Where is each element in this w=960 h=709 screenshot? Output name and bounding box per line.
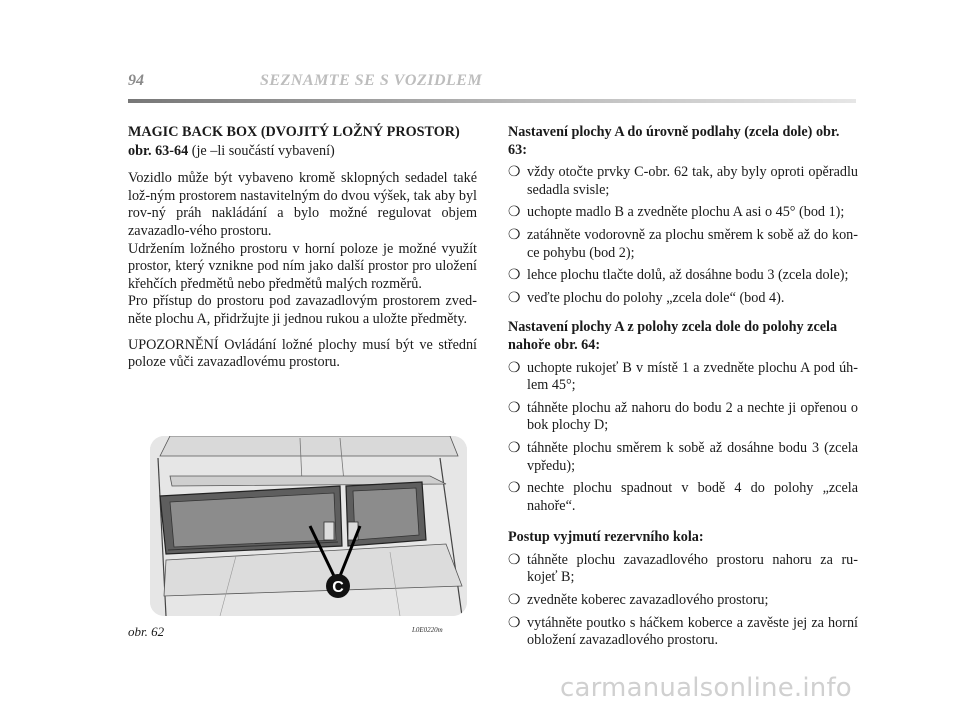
list-item: ❍ vždy otočte prvky C-obr. 62 tak, aby byly oproti opěradlu sedadla svisle; [508, 164, 858, 198]
list-item: ❍ táhněte plochu až nahoru do bodu 2 a nechte ji opřenou o bok plochy D; [508, 399, 858, 434]
list-item: ❍ nechte plochu spadnout v bodě 4 do polohy „zcela nahoře“. [508, 480, 858, 514]
left-column [128, 124, 477, 372]
paragraph: Udržením ložného prostoru v horní poloze je možné využít prostor, který vznikne pod ním jako další prostor pro uložení křehčích předmětů nebo předmětů malých rozměrů. [128, 240, 477, 292]
chapter-title: SEZNAMTE SE S VOZIDLEM [260, 72, 483, 89]
instruction-list [508, 360, 858, 516]
section-heading: Postup vyjmutí rezervního kola: [508, 529, 704, 546]
figure-reference: obr. 63-64 [128, 142, 189, 159]
bullet-icon: ❍ [508, 439, 521, 456]
bullet-icon: ❍ [508, 289, 521, 306]
section-subtitle [128, 143, 477, 161]
seat-back-left [160, 486, 342, 554]
bullet-icon: ❍ [508, 164, 521, 181]
bullet-icon: ❍ [508, 226, 521, 243]
warning-label: UPOZORNĚNÍ [128, 336, 219, 353]
right-column [508, 124, 858, 655]
bullet-icon: ❍ [508, 204, 521, 221]
header-rule [128, 99, 856, 103]
section-heading: Nastavení plochy A do úrovně podlahy (zcela dole) obr. 63: [508, 124, 840, 158]
list-item: ❍ zatáhněte vodorovně za plochu směrem k sobě až do kon-ce pohybu (bod 2); [508, 226, 858, 261]
list-item: ❍ táhněte plochu zavazadlového prostoru nahoru za ru-kojeť B; [508, 551, 858, 586]
c-element-left [324, 522, 334, 540]
paragraph: Vozidlo může být vybaveno kromě sklopných sedadel také lož-ným prostorem nastavitelným do dvou výšek, tak aby byl rov-ný práh nakládání a bylo možné regulovat objem zavazadlo-vého prostoru. [128, 170, 477, 239]
bullet-icon: ❍ [508, 399, 521, 416]
list-item: ❍ veďte plochu do polohy „zcela dole“ (bod 4). [508, 289, 785, 306]
section-spare-wheel [508, 529, 858, 650]
warning-note [128, 337, 477, 372]
list-item: ❍ lehce plochu tlačte dolů, až dosáhne bodu 3 (zcela dole); [508, 267, 849, 284]
section-adjust-down [508, 124, 858, 307]
figure-62 [150, 436, 467, 616]
bullet-icon: ❍ [508, 614, 521, 631]
section-title: MAGIC BACK BOX (DVOJITÝ LOŽNÝ PROSTOR) [128, 124, 460, 140]
bullet-icon: ❍ [508, 551, 521, 568]
list-item: ❍ vytáhněte poutko s háčkem koberce a zavěste jej za horní obložení zavazadlového prostoru. [508, 614, 858, 649]
paragraph: Pro přístup do prostoru pod zavazadlovým prostorem zved-něte plochu A, přidržujte ji jednou rukou a uložte předměty. [128, 293, 477, 327]
figure-code: L0E0220m [412, 626, 443, 634]
bullet-icon: ❍ [508, 359, 521, 376]
bullet-icon: ❍ [508, 592, 521, 609]
instruction-list [508, 552, 858, 650]
watermark: carmanualsonline.info [560, 673, 852, 703]
instruction-list [508, 164, 858, 307]
section-adjust-up [508, 319, 858, 515]
page-number: 94 [128, 72, 144, 89]
list-item: ❍ uchopte rukojeť B v místě 1 a zvedněte plochu A pod úh-lem 45°; [508, 359, 858, 394]
label-c: C [332, 579, 344, 596]
list-item: ❍ táhněte plochu směrem k sobě až dosáhne bodu 3 (zcela vpředu); [508, 439, 858, 474]
trunk-illustration [150, 436, 467, 616]
list-item: ❍ uchopte madlo B a zvedněte plochu A asi o 45° (bod 1); [508, 204, 845, 221]
subtitle-note: (je –li součástí vybavení) [188, 142, 335, 159]
bullet-icon: ❍ [508, 267, 521, 284]
bullet-icon: ❍ [508, 480, 521, 497]
list-item: ❍ zvedněte koberec zavazadlového prostoru; [508, 592, 769, 609]
figure-caption: obr. 62 [128, 624, 165, 639]
section-heading: Nastavení plochy A z polohy zcela dole do polohy zcela nahoře obr. 64: [508, 319, 838, 353]
warning-text: Ovládání ložné plochy musí být ve střední poloze vůči zavazadlovému prostoru. [128, 336, 477, 371]
